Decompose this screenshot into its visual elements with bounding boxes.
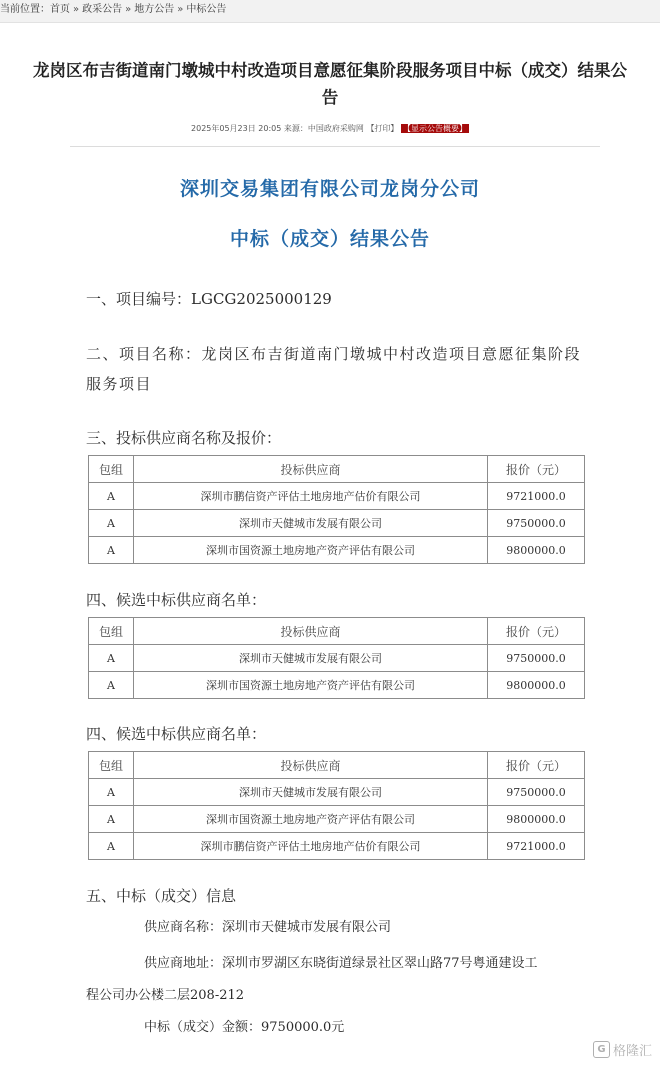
breadcrumb-link-local[interactable]: 地方公告 [134,4,175,15]
cell-price: 9800000.0 [488,537,585,564]
table-row [89,672,585,699]
cell-group: A [89,672,134,699]
header-supplier: 投标供应商 [134,618,488,645]
section-project-name: 二、项目名称：龙岗区布吉街道南门墩城中村改造项目意愿征集阶段服务项目 [86,345,582,393]
show-summary-button[interactable]: 【显示公告概要】 [402,124,467,133]
table-header-row [89,456,585,483]
cell-group: A [89,510,134,537]
header-group: 包组 [89,618,134,645]
gelonghui-logo-icon: G [593,1041,610,1058]
header-group: 包组 [89,456,134,483]
section-bid-suppliers: 三、投标供应商名称及报价： [86,429,282,447]
org-name: 深圳交易集团有限公司龙岗分公司 [179,178,480,200]
table-header-row [89,618,585,645]
cell-supplier: 深圳市鹏信资产评估土地房地产估价有限公司 [134,833,488,860]
cell-group: A [89,537,134,564]
table-row [89,537,585,564]
cell-group: A [89,645,134,672]
header-supplier: 投标供应商 [134,456,488,483]
table-row [89,483,585,510]
table-row [89,806,585,833]
cell-supplier: 深圳市国资源土地房地产资产评估有限公司 [134,806,488,833]
header-price: 报价（元） [488,618,585,645]
table-header-row [89,752,585,779]
cell-group: A [89,483,134,510]
breadcrumb-link-announcements[interactable]: 政采公告 [82,4,123,15]
cell-supplier: 深圳市天健城市发展有限公司 [134,510,488,537]
cell-supplier: 深圳市天健城市发展有限公司 [134,645,488,672]
award-supplier-address-line1: 供应商地址：深圳市罗湖区东晓街道绿景社区翠山路77号粤通建设工 [144,956,538,971]
breadcrumb-separator: » [177,4,184,15]
table-row [89,779,585,806]
section-candidates-1: 四、候选中标供应商名单： [86,591,267,609]
print-button[interactable]: 【打印】 [366,124,399,133]
candidates-table-2 [88,751,585,860]
cell-price: 9721000.0 [488,833,585,860]
award-supplier-address-line2: 程公司办公楼二层208-212 [86,988,245,1003]
publish-date: 2025年05月23日 20:05 [191,124,282,133]
cell-supplier: 深圳市鹏信资产评估土地房地产估价有限公司 [134,483,488,510]
section-project-number: 一、项目编号：LGCG2025000129 [86,290,332,308]
cell-price: 9721000.0 [488,483,585,510]
source-label: 来源：中国政府采购网 [283,124,364,133]
article-meta [0,122,660,136]
cell-group: A [89,806,134,833]
cell-supplier: 深圳市天健城市发展有限公司 [134,779,488,806]
breadcrumb-link-home[interactable]: 首页 [50,4,70,15]
cell-group: A [89,833,134,860]
header-supplier: 投标供应商 [134,752,488,779]
cell-price: 9800000.0 [488,672,585,699]
award-supplier-name: 供应商名称：深圳市天健城市发展有限公司 [144,920,392,935]
header-divider [70,146,600,147]
cell-price: 9750000.0 [488,510,585,537]
header-group: 包组 [89,752,134,779]
section-candidates-2: 四、候选中标供应商名单： [86,725,267,743]
header-price: 报价（元） [488,456,585,483]
cell-supplier: 深圳市国资源土地房地产资产评估有限公司 [134,537,488,564]
breadcrumb-separator: » [125,4,132,15]
table-row [89,833,585,860]
page-title [0,57,660,111]
cell-price: 9750000.0 [488,779,585,806]
page-title-line1: 龙岗区布吉街道南门墩城中村改造项目意愿征集阶段服务项目中标（成交）结果公 [33,61,627,80]
candidates-table-1 [88,617,585,699]
cell-price: 9750000.0 [488,645,585,672]
cell-supplier: 深圳市国资源土地房地产资产评估有限公司 [134,672,488,699]
doc-title: 中标（成交）结果公告 [229,228,430,250]
breadcrumb-prefix: 当前位置： [0,4,50,15]
table-row [89,510,585,537]
breadcrumb [0,0,660,23]
watermark-text: 格隆汇 [612,1044,652,1059]
bids-table [88,455,585,564]
cell-group: A [89,779,134,806]
breadcrumb-separator: » [73,4,80,15]
section-award-info: 五、中标（成交）信息 [86,887,237,905]
watermark [593,1040,652,1059]
table-row [89,645,585,672]
page-title-line2: 告 [321,88,339,107]
breadcrumb-link-award[interactable]: 中标公告 [186,4,227,15]
cell-price: 9800000.0 [488,806,585,833]
header-price: 报价（元） [488,752,585,779]
award-amount: 中标（成交）金额：9750000.0元 [144,1020,345,1035]
